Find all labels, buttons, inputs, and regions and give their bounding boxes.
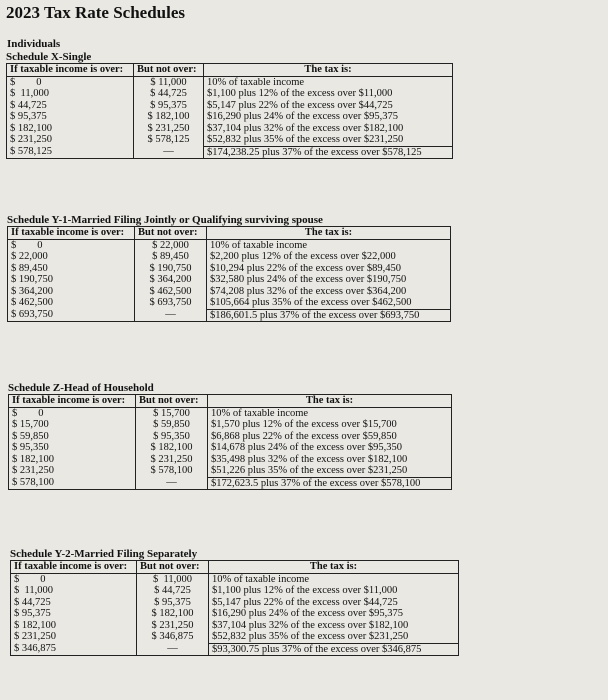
table-row: [8, 309, 451, 322]
not-over-cell: $ 231,250: [134, 123, 204, 135]
table-row: [9, 431, 452, 443]
header-over: If taxable income is over:: [11, 561, 137, 574]
tax-cell: $6,868 plus 22% of the excess over $59,850: [208, 431, 452, 443]
tax-cell: $10,294 plus 22% of the excess over $89,450: [207, 263, 451, 275]
tax-cell: $5,147 plus 22% of the excess over $44,725: [209, 597, 459, 609]
table-row: [11, 597, 459, 609]
tax-cell: $35,498 plus 32% of the excess over $182,100: [208, 454, 452, 466]
header-not-over: But not over:: [135, 227, 207, 240]
header-tax: The tax is:: [204, 64, 453, 77]
tax-cell: $52,832 plus 35% of the excess over $231,250: [204, 134, 453, 146]
table-row: [9, 407, 452, 419]
table-header-row: [7, 64, 453, 77]
table-row: [11, 631, 459, 643]
not-over-cell: $ 182,100: [136, 442, 208, 454]
table-row: [8, 239, 451, 251]
over-cell: $ 182,100: [7, 123, 134, 135]
over-cell: $ 0: [8, 239, 135, 251]
header-tax: The tax is:: [208, 395, 452, 408]
tax-cell: $1,570 plus 12% of the excess over $15,700: [208, 419, 452, 431]
tax-cell: 10% of taxable income: [209, 573, 459, 585]
tax-cell: $174,238.25 plus 37% of the excess over $578,125: [204, 146, 453, 159]
tax-cell: $52,832 plus 35% of the excess over $231,250: [209, 631, 459, 643]
tax-cell: $172,623.5 plus 37% of the excess over $578,100: [208, 477, 452, 490]
over-cell: $ 231,250: [9, 465, 136, 477]
tax-cell: $37,104 plus 32% of the excess over $182,100: [204, 123, 453, 135]
over-cell: $ 462,500: [8, 297, 135, 309]
not-over-cell: $ 578,125: [134, 134, 204, 146]
schedule-title: Schedule X-Single: [6, 51, 92, 63]
not-over-cell: $ 231,250: [137, 620, 209, 632]
tax-cell: $51,226 plus 35% of the excess over $231,250: [208, 465, 452, 477]
schedule-title: Schedule Y-1-Married Filing Jointly or Qualifying surviving spouse: [7, 214, 323, 226]
not-over-cell: $ 346,875: [137, 631, 209, 643]
tax-cell: $14,678 plus 24% of the excess over $95,350: [208, 442, 452, 454]
table-row: [7, 76, 453, 88]
schedule-table: [6, 63, 453, 159]
over-cell: $ 59,850: [9, 431, 136, 443]
over-cell: $ 11,000: [7, 88, 134, 100]
over-cell: $ 0: [7, 76, 134, 88]
over-cell: $ 0: [11, 573, 137, 585]
over-cell: $ 693,750: [8, 309, 135, 322]
over-cell: $ 182,100: [9, 454, 136, 466]
not-over-cell: $ 190,750: [135, 263, 207, 275]
over-cell: $ 95,375: [7, 111, 134, 123]
table-row: [11, 643, 459, 656]
tax-cell: $93,300.75 plus 37% of the excess over $346,875: [209, 643, 459, 656]
not-over-cell: $ 182,100: [134, 111, 204, 123]
not-over-cell: —: [135, 309, 207, 322]
tax-cell: $105,664 plus 35% of the excess over $462,500: [207, 297, 451, 309]
table-header-row: [11, 561, 459, 574]
not-over-cell: —: [136, 477, 208, 490]
tax-cell: $16,290 plus 24% of the excess over $95,375: [209, 608, 459, 620]
tax-cell: $37,104 plus 32% of the excess over $182,100: [209, 620, 459, 632]
header-over: If taxable income is over:: [7, 64, 134, 77]
not-over-cell: —: [137, 643, 209, 656]
schedule-z-head-of-household: [8, 382, 452, 490]
table-header-row: [9, 395, 452, 408]
schedule-title: Schedule Y-2-Married Filing Separately: [10, 548, 198, 560]
header-over: If taxable income is over:: [9, 395, 136, 408]
schedule-title: Schedule Z-Head of Household: [8, 382, 154, 394]
table-row: [7, 111, 453, 123]
table-row: [7, 134, 453, 146]
table-row: [9, 419, 452, 431]
page-title: 2023 Tax Rate Schedules: [6, 3, 185, 22]
section-heading: Individuals: [7, 38, 61, 50]
tax-cell: 10% of taxable income: [204, 76, 453, 88]
over-cell: $ 44,725: [11, 597, 137, 609]
table-row: [8, 297, 451, 309]
table-row: [9, 442, 452, 454]
header-not-over: But not over:: [137, 561, 209, 574]
over-cell: $ 364,200: [8, 286, 135, 298]
tax-cell: $16,290 plus 24% of the excess over $95,375: [204, 111, 453, 123]
table-row: [9, 465, 452, 477]
over-cell: $ 346,875: [11, 643, 137, 656]
not-over-cell: $ 693,750: [135, 297, 207, 309]
over-cell: $ 231,250: [11, 631, 137, 643]
table-row: [11, 620, 459, 632]
not-over-cell: $ 11,000: [137, 573, 209, 585]
tax-cell: $5,147 plus 22% of the excess over $44,725: [204, 100, 453, 112]
table-row: [9, 454, 452, 466]
header-tax: The tax is:: [207, 227, 451, 240]
over-cell: $ 190,750: [8, 274, 135, 286]
not-over-cell: $ 44,725: [134, 88, 204, 100]
over-cell: $ 89,450: [8, 263, 135, 275]
over-cell: $ 0: [9, 407, 136, 419]
schedule-table: [10, 560, 459, 656]
table-row: [7, 146, 453, 159]
not-over-cell: $ 231,250: [136, 454, 208, 466]
tax-cell: $186,601.5 plus 37% of the excess over $693,750: [207, 309, 451, 322]
tax-cell: $2,200 plus 12% of the excess over $22,000: [207, 251, 451, 263]
schedule-table: [8, 394, 452, 490]
over-cell: $ 182,100: [11, 620, 137, 632]
over-cell: $ 578,100: [9, 477, 136, 490]
not-over-cell: $ 182,100: [137, 608, 209, 620]
header-tax: The tax is:: [209, 561, 459, 574]
over-cell: $ 95,375: [11, 608, 137, 620]
header-over: If taxable income is over:: [8, 227, 135, 240]
not-over-cell: $ 44,725: [137, 585, 209, 597]
table-row: [8, 251, 451, 263]
over-cell: $ 95,350: [9, 442, 136, 454]
table-row: [8, 263, 451, 275]
not-over-cell: $ 578,100: [136, 465, 208, 477]
not-over-cell: —: [134, 146, 204, 159]
tax-cell: $1,100 plus 12% of the excess over $11,000: [209, 585, 459, 597]
not-over-cell: $ 364,200: [135, 274, 207, 286]
not-over-cell: $ 11,000: [134, 76, 204, 88]
table-row: [11, 573, 459, 585]
not-over-cell: $ 462,500: [135, 286, 207, 298]
tax-cell: $1,100 plus 12% of the excess over $11,000: [204, 88, 453, 100]
schedule-y2-married-separately: [10, 548, 459, 656]
header-not-over: But not over:: [136, 395, 208, 408]
over-cell: $ 11,000: [11, 585, 137, 597]
over-cell: $ 15,700: [9, 419, 136, 431]
not-over-cell: $ 95,375: [134, 100, 204, 112]
table-row: [7, 123, 453, 135]
table-row: [8, 286, 451, 298]
not-over-cell: $ 95,375: [137, 597, 209, 609]
schedule-table: [7, 226, 451, 322]
over-cell: $ 22,000: [8, 251, 135, 263]
not-over-cell: $ 22,000: [135, 239, 207, 251]
schedule-x-single: [6, 51, 453, 159]
over-cell: $ 578,125: [7, 146, 134, 159]
tax-cell: $74,208 plus 32% of the excess over $364,200: [207, 286, 451, 298]
over-cell: $ 231,250: [7, 134, 134, 146]
not-over-cell: $ 89,450: [135, 251, 207, 263]
not-over-cell: $ 15,700: [136, 407, 208, 419]
tax-cell: 10% of taxable income: [208, 407, 452, 419]
over-cell: $ 44,725: [7, 100, 134, 112]
table-row: [7, 88, 453, 100]
tax-cell: 10% of taxable income: [207, 239, 451, 251]
table-row: [7, 100, 453, 112]
table-row: [9, 477, 452, 490]
tax-cell: $32,580 plus 24% of the excess over $190,750: [207, 274, 451, 286]
table-header-row: [8, 227, 451, 240]
table-row: [11, 608, 459, 620]
not-over-cell: $ 59,850: [136, 419, 208, 431]
table-row: [11, 585, 459, 597]
schedule-y1-married-jointly: [7, 214, 451, 322]
not-over-cell: $ 95,350: [136, 431, 208, 443]
table-row: [8, 274, 451, 286]
header-not-over: But not over:: [134, 64, 204, 77]
